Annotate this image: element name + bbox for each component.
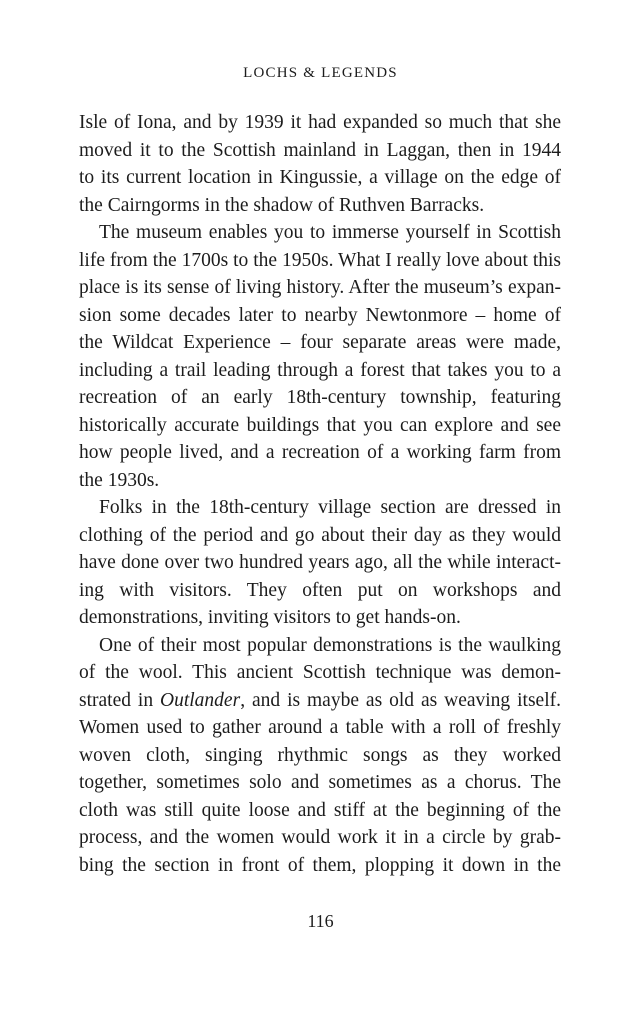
text-line: bing the section in front of them, plopping it down in the [79,854,561,876]
page-number: 116 [307,911,334,931]
text-line: The museum enables you to immerse yourself in Scottish [99,222,561,243]
text-line: how people lived, and a recreation of a working farm from [79,442,561,463]
running-head: LOCHS & LEGENDS [243,65,398,81]
text-line: woven cloth, singing rhythmic songs as they worked [79,744,561,766]
text-line: historically accurate buildings that you can explore and see [79,414,561,436]
text-line: the 1930s. [79,469,160,491]
text-line: of the wool. This ancient Scottish technique was demon- [79,662,561,683]
text-line: have done over two hundred years ago, all the while interact- [79,552,561,573]
text-line: clothing of the period and go about their day as they would [79,524,561,546]
text-line: cloth was still quite loose and stiff at the beginning of the [79,799,561,821]
text-line: demonstrations, inviting visitors to get hands-on. [79,607,461,628]
text-line: life from the 1700s to the 1950s. What I really love about this [79,249,561,271]
text-line: Isle of Iona, and by 1939 it had expanded so much that she [79,112,561,133]
text-fragment: , and is maybe as old as weaving itself. [240,689,561,711]
text-line: ing with visitors. They often put on workshops and [79,579,561,601]
text-line: moved it to the Scottish mainland in Laggan, then in 1944 [79,139,561,161]
text-line: the Wildcat Experience – four separate areas were made, [79,332,561,353]
text-line: Women used to gather around a table with a roll of freshly [79,717,561,738]
text-fragment: strated in [79,689,161,711]
book-title-italic: Outlander [160,689,241,711]
text-line: together, sometimes solo and sometimes as a chorus. The [79,772,561,793]
body-text [79,109,561,879]
text-line: to its current location in Kingussie, a village on the edge of [79,167,561,188]
text-line: place is its sense of living history. After the museum’s expan- [79,277,561,298]
text-line: sion some decades later to nearby Newtonmore – home of [79,304,561,326]
text-line: including a trail leading through a forest that takes you to a [79,359,561,381]
text-line: Folks in the 18th-century village section are dressed in [99,497,561,518]
text-line: process, and the women would work it in a circle by grab- [79,827,561,848]
text-line [79,687,561,715]
text-line: One of their most popular demonstrations is the waulking [99,634,561,656]
text-line: recreation of an early 18th-century township, featuring [79,387,561,408]
text-line: the Cairngorms in the shadow of Ruthven Barracks. [79,194,485,216]
